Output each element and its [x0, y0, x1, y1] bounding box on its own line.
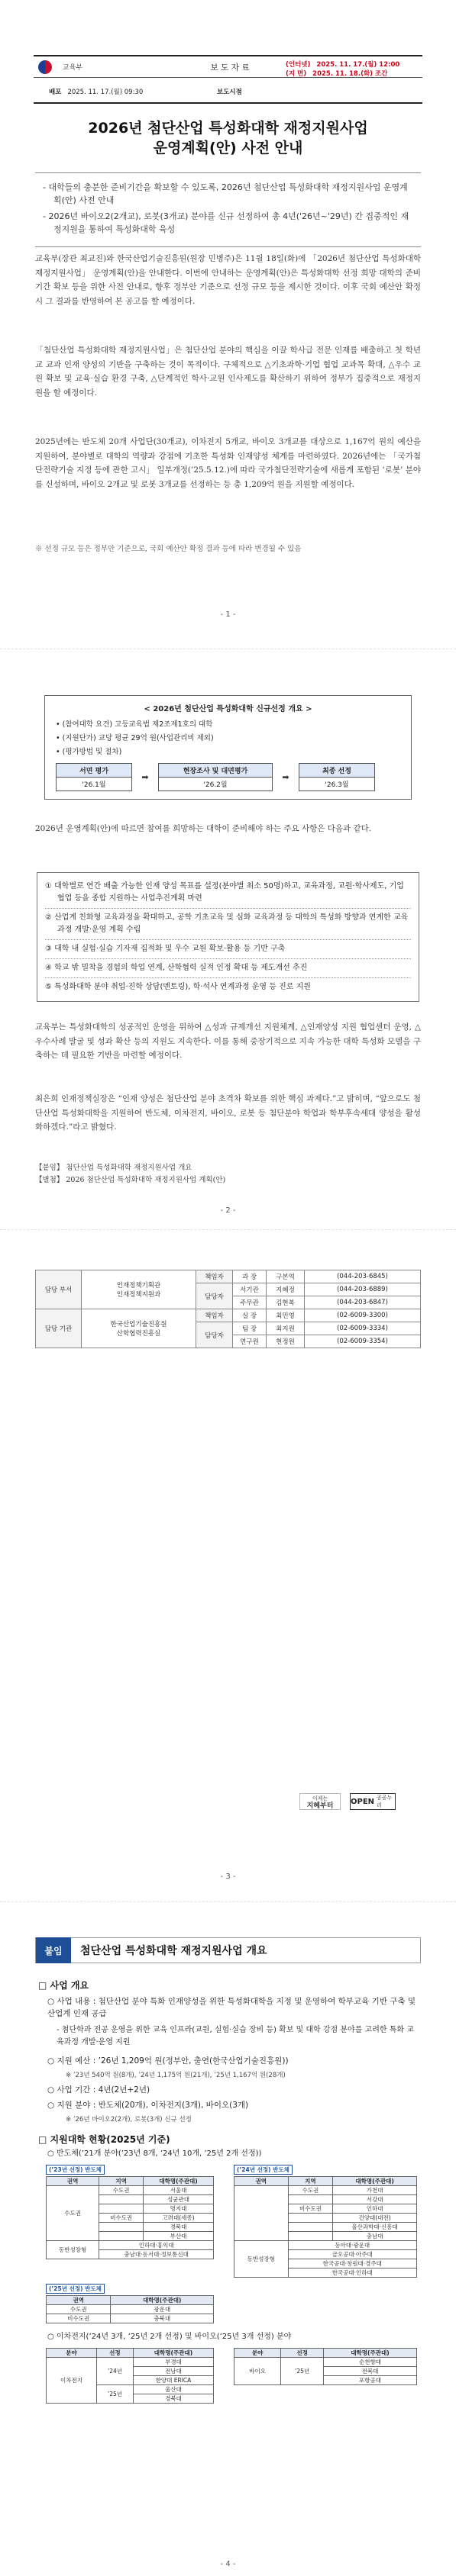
preparation-list	[37, 872, 419, 1002]
table-row: 건양대(대전)	[234, 2214, 417, 2223]
table-row: 수도권 가천대	[234, 2186, 417, 2195]
overview-line: • (지원단가) 교당 평균 29억 원(사업관리비 제외)	[56, 733, 214, 742]
embargo-date: 2025. 11. 17.(월) 12:00	[316, 61, 400, 69]
page-title	[34, 119, 422, 158]
page-3	[0, 1230, 456, 1901]
table-row: 경북대	[47, 2394, 214, 2404]
overview-item: ○ 사업 내용 : 첨단산업 분야 특화 인재양성을 위한 특성화대학을 지정 및 운영하여 학부교육 기반 구축 및 산업계 인재 공급	[47, 1997, 416, 2019]
page-4	[0, 1902, 456, 2576]
table-2025: 권역 대학명(주관대) 수도권 광운대 비수도권 충북대	[46, 2295, 214, 2323]
sent-date: 2025. 11. 17.(월) 09:30	[67, 89, 144, 96]
overview-note: ※ ’26년 바이오2(2개), 로봇(3개) 신규 선정	[66, 2116, 192, 2124]
attachment-tag: 붙임	[36, 1937, 71, 1963]
footer-logos	[299, 1793, 396, 1810]
step-written: 서면 평가 '26.1월	[56, 763, 132, 791]
table-2025-wrap	[46, 2284, 214, 2323]
step-interview: 현장조사 및 대면평가 '26.2월	[158, 763, 273, 791]
table-row: 포항공대	[234, 2376, 417, 2385]
page-number: - 1 -	[220, 610, 236, 619]
selection-overview-box	[44, 695, 412, 800]
table-row: 성균관대	[47, 2195, 214, 2204]
table-row: 서강대	[234, 2195, 417, 2204]
paragraph-3: 2025년에는 반도체 20개 사업단(30개교), 이차전지 5개교, 바이오 3개교를 대상으로 1,167억 원의 예산을 지원하여, 분야별로 대학의 역량과 강점에 기초한 특성화 인재양성 체계를 마련하였다. 2026년에는 「국가첨단전략기술 지정 등에 관한 고시」 일부개정(’25.5.12.)에 따라 국가첨단전략기술에 새롭게 포함된 ‘로봇’ 분야를 신설하며, 바이오 2개교 및 로봇 3개교를 선정하는 등 총 1,209억 원을 지원할 예정이다.	[35, 437, 421, 490]
table-row: 담당 기관 한국산업기술진흥원 산학협력진흥실 책임자 실 장 최민영 (02-6009-3300)	[36, 1309, 421, 1322]
table-label: (’25년 선정) 반도체	[46, 2284, 105, 2294]
table-row: 비수도권 충북대	[47, 2314, 214, 2323]
table-row: 동반성장형 인하대·홍익대	[47, 2241, 214, 2250]
table-2023-wrap	[46, 2165, 214, 2259]
table-row: 명지대	[47, 2204, 214, 2214]
battery-table: 분야 선정 대학명(주관대) 이차전지 ’24년 부경대 전남대 한양대 ERICA ’25년 울산대 경북대	[46, 2348, 214, 2404]
table-row: 비수도권 인하대	[234, 2204, 417, 2214]
table-row: 전남대	[47, 2367, 214, 2376]
section-heading: □ 사업 개요	[38, 1979, 89, 1992]
table-2024-wrap	[234, 2165, 417, 2278]
overview-note: ※ ’23년 540억 원(8개), ’24년 1,175억 원(21개), ’25년 1,167억 원(28개)	[66, 2072, 286, 2079]
bio-table: 분야 선정 대학명(주관대) 바이오 ’25년 순천향대 전북대 포항공대	[234, 2348, 417, 2385]
overview-title: < 2026년 첨단산업 특성화대학 신규선정 개요 >	[144, 705, 312, 713]
table-row: 이차전지 ’24년 부경대	[47, 2358, 214, 2367]
ministry-name: 교육부	[63, 64, 83, 72]
overview-subitem: - 첨단학과 전공 운영을 위한 교육 인프라(교원, 실험·실습 장비 등) 확보 및 대학 강점 분야를 고려한 특화 교육과정 개발·운영 지원	[57, 2026, 414, 2046]
page-2	[0, 649, 456, 1229]
table-row: ’25년 울산대	[47, 2385, 214, 2394]
table-row: 경북대	[47, 2223, 214, 2232]
paragraph-1: 교육부(장관 최교진)와 한국산업기술진흥원(원장 민병주)은 11월 18일(화)에 「2026년 첨단산업 특성화대학 재정지원사업」 운영계획(안)을 안내한다. 이번에 안내하는 운영계획(안)은 특성화대학 선정 희망 대학의 준비기간 확보 등을 위한 사전 안내로, 향후 정부안 기준으로 선정 규모 등을 제시한 것이다. 이후 국회 예산안 확정 시 그 결과를 반영하여 본 공고를 할 예정이다.	[35, 254, 421, 307]
table-2023: 권역 지역 대학명(주관대) 수도권 수도권 서울대 성균관대 명지대 비수도권 고려대(세종) 경북대 부산대 동반성장형 인하대·홍익대 충남대·동서대·정보통신대	[46, 2176, 214, 2259]
overview-item: ○ 지원 예산 : ’26년 1,209억 원(정부안, 출연(한국산업기술진흥원))	[47, 2056, 289, 2066]
prep-item: ③ 대학 내 실험·실습 기자재 집적화 및 우수 교원 확보·활용 등 기반 구축	[45, 945, 286, 953]
press-release-label: 보도자료	[210, 62, 252, 72]
overview-item: ○ 사업 기간 : 4년(2년+2년)	[47, 2085, 150, 2095]
title-line-1: 2026년 첨단산업 특성화대학 재정지원사업	[88, 120, 368, 137]
page-number: - 4 -	[220, 2560, 236, 2568]
battery-bio-heading: ○ 이차전지(’24년 3개, ’25년 2개 선정) 및 바이오(’25년 3개 선정) 분야	[47, 2333, 292, 2341]
section-heading: □ 지원대학 현황(2025년 기준)	[38, 2133, 170, 2146]
title-line-2: 운영계획(안) 사전 안내	[153, 139, 303, 156]
table-row: 담당자 서기관 지혜정 (044-203-6889)	[36, 1283, 421, 1296]
prep-item: ④ 학교 밖 밀착을 경험의 학업 연계, 산학협력 실적 인정 확대 등 제도개선 추진	[45, 964, 308, 972]
table-row: 바이오 ’25년 순천향대	[234, 2358, 417, 2367]
table-row: 전북대	[234, 2367, 417, 2376]
table-2024: 권역 지역 대학명(주관대) 수도권 가천대 서강대 비수도권 인하대 건양대(대전) 울산과학대·신흥대 충남대 동반성장형 동아대·광운대 금오공대·아주대 한국공대·창원대·경주대 한국공대·인하대	[234, 2176, 417, 2278]
ban-label: 보도시점	[217, 89, 242, 96]
page-number: - 3 -	[220, 1872, 236, 1881]
table-row: 부산대	[47, 2232, 214, 2241]
table-row: 울산과학대·신흥대	[234, 2223, 417, 2232]
attachment-header	[35, 1937, 421, 1963]
table-label: (’23년 선정) 반도체	[46, 2165, 105, 2175]
footnote: ※ 선정 규모 등은 정부안 기준으로, 국회 예산안 확정 결과 등에 따라 변경될 수 있음	[35, 545, 302, 553]
page-number: - 2 -	[220, 1206, 236, 1215]
summary-item: - 2026년 바이오2(2개교), 로봇(3개교) 분야를 신규 선정하여 총 4년('26년~'29년) 간 집중적인 재정지원을 통하여 특성화대학 육성	[43, 211, 409, 235]
overview-line: • (참여대학 요건) 고등교육법 제2조제1호의 대학	[56, 720, 213, 729]
summary-box	[35, 172, 421, 247]
campaign-logo: 이제는 지혜부터	[299, 1793, 341, 1810]
paragraph-5: 교육부는 특성화대학의 성공적인 운영을 위하여 △성과 규제개선 지원체계, △인재양성 지원 협업센터 운영, △우수사례 발굴 및 성과 확산 등의 지원도 지속한다. 이를 통해 중장기적으로 지속 가능한 대학 특성화 모델을 구축하는 데 필요한 기반을 마련할 예정이다.	[35, 1022, 421, 1061]
table-label: (’24년 선정) 반도체	[234, 2165, 293, 2175]
table-row: 한양대 ERICA	[47, 2376, 214, 2385]
page-1	[0, 0, 456, 649]
table-row: 연구원 현정원 (02-6009-3354)	[36, 1335, 421, 1348]
table-row: 비수도권 고려대(세종)	[47, 2214, 214, 2223]
embargo-label: (인터넷)	[286, 61, 311, 69]
table-row: 한국공대·창원대·경주대	[234, 2259, 417, 2268]
paragraph-6: 최은희 인재정책실장은 “인재 양성은 첨단산업 분야 초격차 확보를 위한 핵심 과제다.”고 밝히며, “앞으로도 첨단산업 특성화대학을 지원하여 반도체, 이차전지, 바이오, 로봇 등 첨단분야 학업과 학부후속세대 양성을 활성화하겠다.”라고 밝혔다.	[35, 1094, 421, 1132]
sent-label: 배포	[49, 89, 62, 96]
evaluation-steps	[56, 763, 400, 791]
attachment-2: 【별첨】 2026 첨단산업 특성화대학 재정지원사업 계획(안)	[35, 1176, 226, 1184]
paragraph-2: 「첨단산업 특성화대학 재정지원사업」은 첨단산업 분야의 핵심을 이끌 학사급 전문 인재를 배출하고 첫 학년교 교과 인재 양성의 기반을 구축하는 것이 목적이다. 구체적으로 △기초과학·기업 협업 교과목 확대, △우수 교원 확보 및 교육·실습 환경 구축, △단계적인 학사·교원 인사제도를 확산하기 위하여 정부가 집중적으로 재정지원을 할 예정이다.	[35, 346, 421, 398]
table-row: 수도권 광운대	[47, 2305, 214, 2314]
table-row: 충남대	[234, 2232, 417, 2241]
prep-item: ② 산업계 친화형 교육과정을 확대하고, 공학 기초교육 및 심화 교육과정 등 대학의 특성화 방향과 연계한 교육과정 개발·운영 계획 수립	[45, 913, 409, 934]
table-row: 동반성장형 동아대·광운대	[234, 2241, 417, 2250]
contact-table	[35, 1270, 421, 1348]
semiconductor-heading: ○ 반도체(’21개 분야(’23년 8개, ’24년 10개, ’25년 2개 선정))	[47, 2149, 262, 2158]
attachment-title: 첨단산업 특성화대학 재정지원사업 개요	[80, 1945, 267, 1957]
table-row: 담당자 팀 장 최지원 (02-6009-3334)	[36, 1322, 421, 1335]
table-row: 수도권 수도권 서울대	[47, 2186, 214, 2195]
step-final: 최종 선정 '26.3월	[299, 763, 375, 791]
arrow-right-icon: ➡	[282, 772, 289, 783]
prep-item: ⑤ 특성화대학 분야 취업·진학 상담(멘토링), 학·석사 연계과정 운영 등 진로 지원	[45, 983, 311, 991]
table-row: 담당 부서 인재정책기획관 인재정책지원과 책임자 과 장 구본역 (044-203-6845)	[36, 1270, 421, 1283]
open-license-logo: OPEN 공공누리	[350, 1793, 396, 1810]
table-row: 금오공대·아주대	[234, 2250, 417, 2259]
paragraph-4: 2026년 운영계획(안)에 따르면 참여를 희망하는 대학이 준비해야 하는 주요 사항은 다음과 같다.	[35, 824, 372, 833]
overview-item: ○ 지원 분야 : 반도체(20개), 이차전지(3개), 바이오(3개)	[47, 2101, 249, 2110]
arrow-right-icon: ➡	[141, 772, 149, 783]
paper-label: (지 면)	[286, 70, 307, 78]
government-emblem-icon	[34, 59, 60, 76]
paper-date: 2025. 11. 18.(화) 조간	[312, 70, 388, 78]
summary-item: - 대학들의 충분한 준비기간을 확보할 수 있도록, 2026년 첨단산업 특성화대학 재정지원사업 운영계획(안) 사전 안내	[43, 182, 408, 206]
table-row: 한국공대·인하대	[234, 2268, 417, 2278]
table-row: 충남대·동서대·정보통신대	[47, 2250, 214, 2259]
prep-item: ① 대학별로 연간 배출 가능한 인재 양성 목표를 설정(분야별 최소 50명)하고, 교육과정, 교원·학사제도, 기업협업 등을 종합 지원하는 사업추진계획 마련	[45, 882, 404, 903]
attachment-1: 【붙임】 첨단산업 특성화대학 재정지원사업 개요	[35, 1164, 192, 1172]
table-row: 주무관 김현복 (044-203-6847)	[36, 1296, 421, 1309]
overview-line: • (평가방법 및 절차)	[56, 747, 122, 756]
